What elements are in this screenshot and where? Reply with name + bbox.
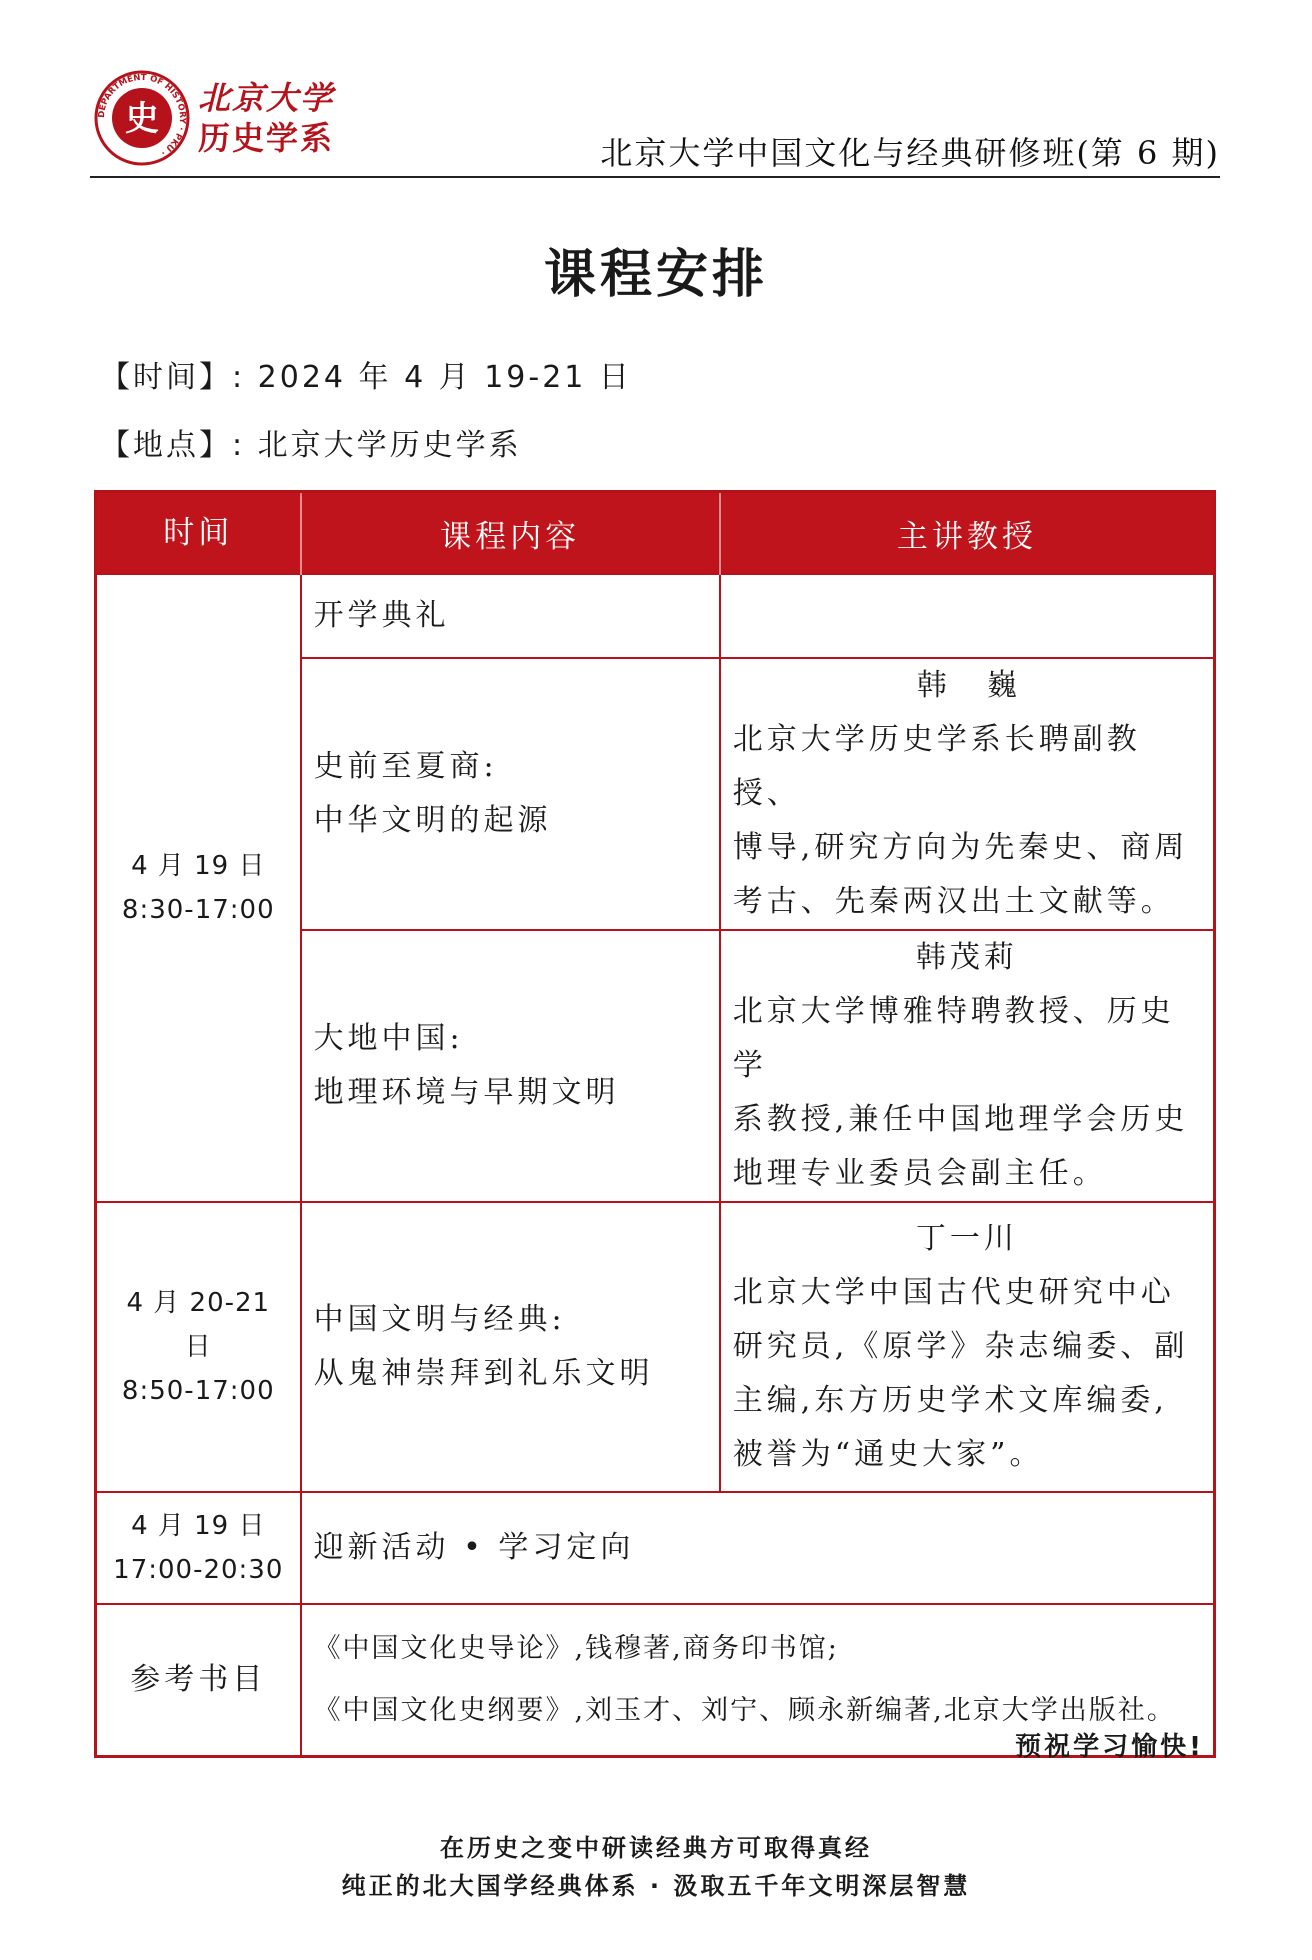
closing-wish: 预祝学习愉快!	[1015, 1732, 1204, 1762]
header-divider	[90, 176, 1220, 178]
schedule-table	[94, 490, 1216, 1758]
opening-professor	[720, 574, 1215, 658]
logo-line1: 北京大学	[198, 79, 335, 117]
header-course: 课程内容	[301, 492, 720, 575]
footer-slogan-1: 在历史之变中研读经典方可取得真经	[440, 1834, 872, 1862]
day1-date: 4 月 19 日	[131, 851, 266, 881]
table-row	[96, 1202, 1215, 1492]
logo-line2: 历史学系	[198, 119, 335, 157]
event-hours: 17:00-20:30	[113, 1555, 284, 1585]
table-row	[96, 574, 1215, 658]
course1-title: 史前至夏商:	[313, 749, 498, 784]
prof1-cell	[720, 658, 1215, 930]
info-time: 【时间】: 2024 年 4 月 19-21 日	[100, 360, 632, 395]
prof3-name: 丁一川	[915, 1221, 1018, 1256]
course2-subtitle: 地理环境与早期文明	[313, 1075, 620, 1110]
day2-hours: 8:50-17:00	[121, 1376, 275, 1406]
course1-subtitle: 中华文明的起源	[313, 803, 552, 838]
prof2-desc-line3: 地理专业委员会副主任。	[732, 1156, 1107, 1191]
event-time-cell	[96, 1492, 301, 1604]
program-title: 北京大学中国文化与经典研修班(第 6 期)	[600, 134, 1220, 172]
page-title: 课程安排	[543, 245, 768, 305]
prof2-name: 韩茂莉	[915, 940, 1018, 975]
book2: 《中国文化史纲要》,刘玉才、刘宁、顾永新编著,北京大学出版社。	[313, 1694, 1176, 1726]
prof3-desc-line3: 主编,东方历史学术文库编委,	[732, 1383, 1168, 1418]
prof2-desc-line2: 系教授,兼任中国地理学会历史	[732, 1102, 1189, 1137]
department-logo	[94, 70, 334, 170]
header-professor: 主讲教授	[720, 492, 1215, 575]
seal-glyph: 史	[125, 99, 159, 139]
course1-cell	[301, 658, 720, 930]
seal-ring-text: DEPARTMENT OF HISTORY · PKU ·	[96, 72, 188, 158]
prof3-cell	[720, 1202, 1215, 1492]
course3-subtitle: 从鬼神崇拜到礼乐文明	[313, 1356, 654, 1391]
book1: 《中国文化史导论》,钱穆著,商务印书馆;	[313, 1632, 839, 1664]
books-label: 参考书目	[96, 1604, 301, 1756]
day1-time-cell	[96, 574, 301, 1202]
day2-date: 4 月 20-21 日	[126, 1288, 271, 1362]
prof3-desc-line4: 被誉为“通史大家”。	[732, 1437, 1044, 1472]
opening-ceremony: 开学典礼	[301, 574, 720, 658]
course3-cell	[301, 1202, 720, 1492]
table-row	[96, 1492, 1215, 1604]
pku-history-seal-icon	[94, 70, 190, 166]
course2-title: 大地中国:	[313, 1021, 464, 1056]
prof2-desc-line1: 北京大学博雅特聘教授、历史学	[732, 994, 1175, 1083]
prof1-name: 韩巍	[916, 668, 1057, 703]
footer-slogan-2: 纯正的北大国学经典体系 · 汲取五千年文明深层智慧	[341, 1872, 971, 1900]
prof1-desc-line1: 北京大学历史学系长聘副教授、	[732, 722, 1141, 811]
prof3-desc-line1: 北京大学中国古代史研究中心	[732, 1275, 1175, 1310]
prof2-cell	[720, 930, 1215, 1202]
header-time: 时间	[96, 492, 301, 575]
day1-hours: 8:30-17:00	[121, 895, 275, 925]
prof1-desc-line3: 考古、先秦两汉出土文献等。	[732, 884, 1175, 919]
info-place: 【地点】: 北京大学历史学系	[100, 428, 522, 463]
course3-title: 中国文明与经典:	[313, 1302, 566, 1337]
prof3-desc-line2: 研究员,《原学》杂志编委、副	[732, 1329, 1189, 1364]
course2-cell	[301, 930, 720, 1202]
prof1-desc-line2: 博导,研究方向为先秦史、商周	[732, 830, 1189, 865]
welcome-event: 迎新活动 • 学习定向	[301, 1492, 1215, 1604]
table-header-row	[96, 492, 1215, 575]
day2-time-cell	[96, 1202, 301, 1492]
event-date: 4 月 19 日	[131, 1511, 266, 1541]
